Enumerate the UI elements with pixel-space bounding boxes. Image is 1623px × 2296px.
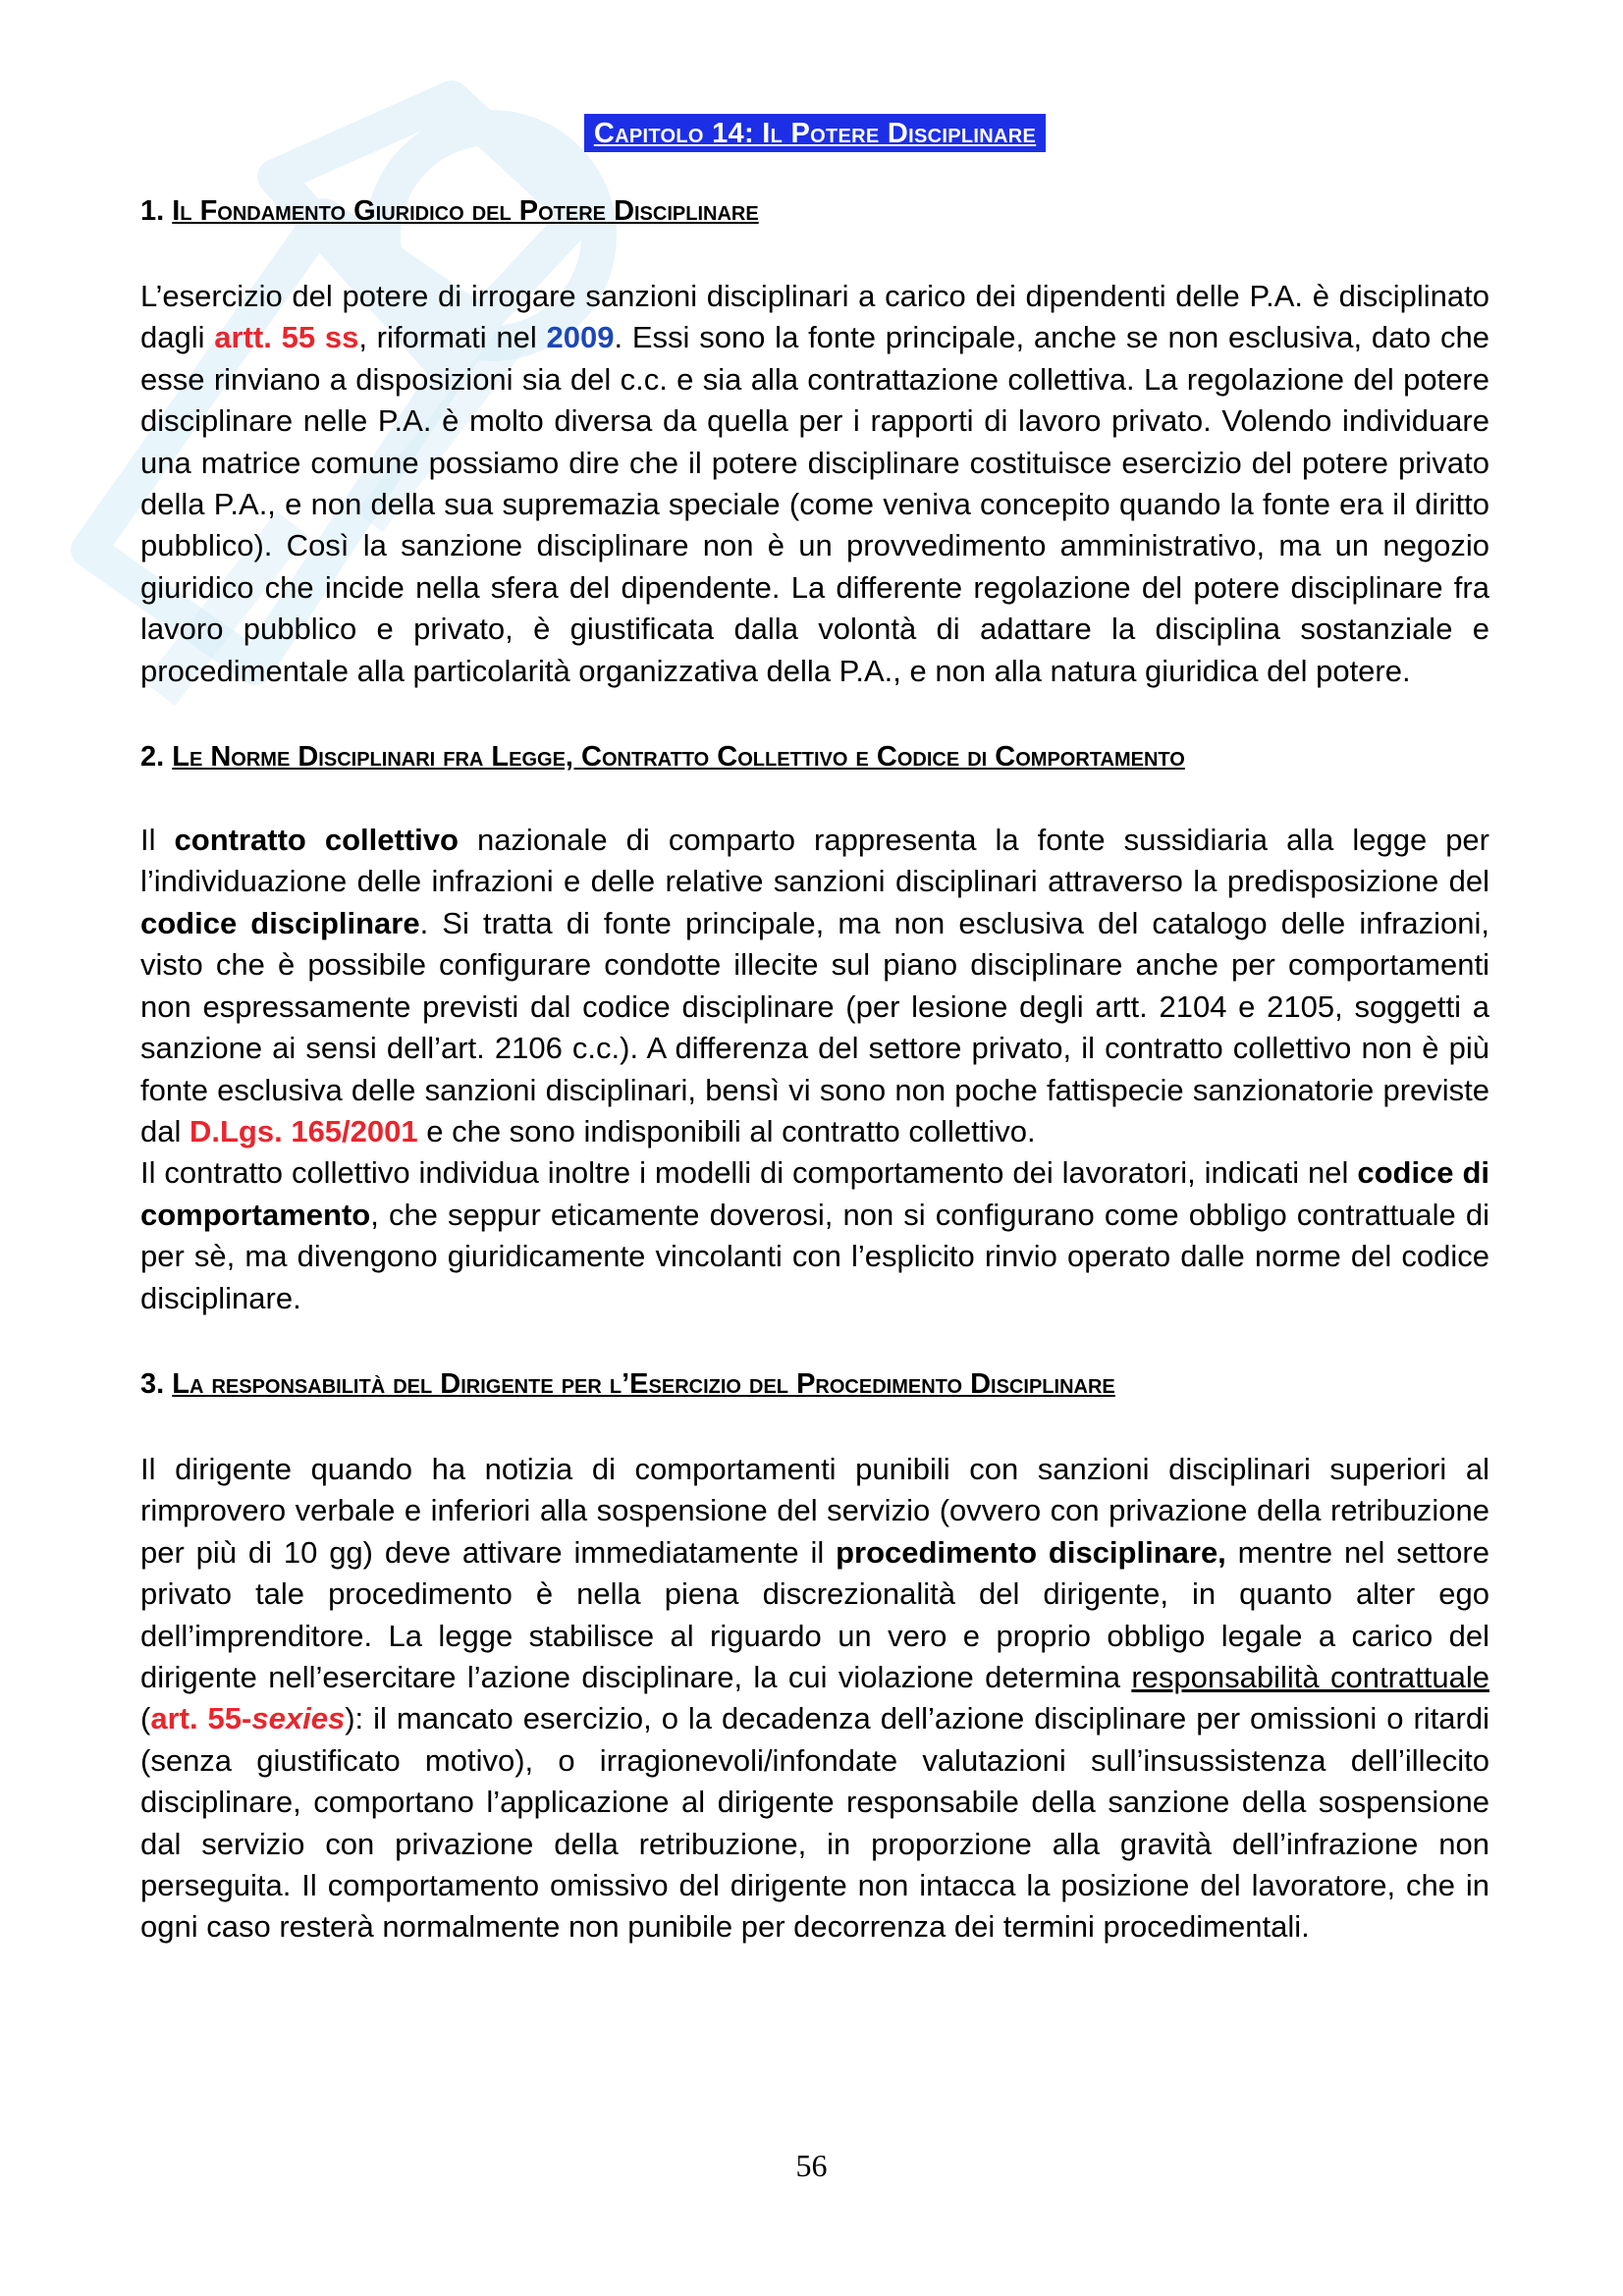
text-run: , che seppur eticamente doverosi, non si configurano come obbligo contrattuale di per sè, ma divengono giuridicamente vincolanti con l’esplicito rinvio operato dalle norme del codice disciplinare. — [140, 1197, 1489, 1315]
chapter-label: Capitolo 14 — [593, 118, 744, 149]
reference-dlgs-165-2001: D.Lgs. 165/2001 — [189, 1113, 418, 1148]
section-1-heading — [140, 191, 1489, 231]
section-3-paragraph — [140, 1449, 1489, 1949]
section-1-title: Il Fondamento Giuridico del Potere Disciplinare — [172, 195, 759, 227]
section-1-number: 1. — [140, 195, 165, 227]
section-2-number: 2. — [140, 741, 165, 774]
section-2-title: Le Norme Disciplinari fra Legge, Contratto Collettivo e Codice di Comportamento — [172, 741, 1185, 774]
section-3 — [140, 1364, 1489, 1949]
text-run: nazionale di comparto rappresenta la fonte sussidiaria alla legge per l’individuazione delle infrazioni e delle relative sanzioni disciplinari attraverso la predisposizione del — [140, 823, 1489, 899]
section-1 — [140, 191, 1489, 692]
section-2-heading — [140, 737, 1489, 776]
bold-codice-di-comportamento: codice di comportamento — [140, 1155, 1489, 1232]
section-2 — [140, 737, 1489, 1319]
chapter-title: Il Potere Disciplinare — [762, 118, 1037, 149]
chapter-heading — [140, 114, 1489, 152]
reference-artt-55: artt. 55 ss — [214, 320, 359, 355]
page-number: 56 — [795, 2148, 828, 2183]
bold-contratto-collettivo: contratto collettivo — [174, 823, 459, 858]
text-run: Il dirigente quando ha notizia di comportamenti punibili con sanzioni disciplinari superiori al rimprovero verbale e inferiori alla sospensione del servizio (ovvero con privazione della retribuzione per più di 10 gg) deve attivare immediatamente il — [140, 1451, 1489, 1570]
text-run: , riformati nel — [358, 320, 547, 355]
section-3-heading — [140, 1364, 1489, 1404]
underline-responsabilita-contrattuale: responsabilità contrattuale — [1131, 1659, 1489, 1694]
text-run: e che sono indisponibili al contratto collettivo. — [417, 1113, 1036, 1148]
section-2-paragraph-1 — [140, 820, 1489, 1152]
section-3-number: 3. — [140, 1367, 165, 1400]
reference-art-55: art. 55- — [150, 1701, 252, 1736]
bold-procedimento-disciplinare: procedimento disciplinare, — [836, 1534, 1226, 1570]
text-run: Il — [140, 823, 175, 858]
text-run: mentre nel settore privato tale procedimento è nella piena discrezionalità del dirigente, in quanto alter ego dell’imprenditore. La legge stabilisce al riguardo un vero e proprio obbligo legale a carico del dirigente nell’esercitare l’azione disciplinare, la cui violazione determina — [140, 1534, 1489, 1694]
text-run: . Si tratta di fonte principale, ma non esclusiva del catalogo delle infrazioni, visto che è possibile configurare condotte illecite sul piano disciplinare anche per comportamenti non espressamente previsti dal codice disciplinare (per lesione degli artt. 2104 e 2105, soggetti a sanzione ai sensi dell’art. 2106 c.c.). A differenza del settore privato, il contratto collettivo non è più fonte esclusiva delle sanzioni disciplinari, bensì vi sono non poche fattispecie sanzionatorie previste dal — [140, 905, 1489, 1148]
text-run: ( — [140, 1701, 151, 1736]
reference-sexies: sexies — [251, 1701, 346, 1736]
section-3-title: La responsabilità del Dirigente per l’Esercizio del Procedimento Disciplinare — [172, 1367, 1115, 1400]
year-2009: 2009 — [546, 320, 615, 355]
section-1-paragraph — [140, 276, 1489, 692]
text-run: L’esercizio del potere di irrogare sanzioni disciplinari a carico dei dipendenti delle P.A. è disciplinato dagli — [140, 279, 1489, 355]
chapter-title-box: Capitolo 14: Il Potere Disciplinare — [584, 114, 1046, 152]
document-page — [140, 108, 1489, 1994]
text-run: ): il mancato esercizio, o la decadenza dell’azione disciplinare per omissioni o ritardi (senza giustificato motivo), o irragionevoli/infondate valutazioni sull’insussistenza dell’illecito disciplinare, comportano l’applicazione al dirigente responsabile della sanzione della sospensione dal servizio con privazione della retribuzione, in proporzione alla gravità dell’infrazione non perseguita. Il comportamento omissivo del dirigente non intacca la posizione del lavoratore, che in ogni caso resterà normalmente non punibile per decorrenza dei termini procedimentali. — [140, 1701, 1489, 1945]
text-run: . Essi sono la fonte principale, anche se non esclusiva, dato che esse rinviano a disposizioni sia del c.c. e sia alla contrattazione collettiva. La regolazione del potere disciplinare nelle P.A. è molto diversa da quella per i rapporti di lavoro privato. Volendo individuare una matrice comune possiamo dire che il potere disciplinare costituisce esercizio del potere privato della P.A., e non della sua supremazia speciale (come veniva concepito quando la fonte era il diritto pubblico). Così la sanzione disciplinare non è un provvedimento amministrativo, ma un negozio giuridico che incide nella sfera del dipendente. La differente regolazione del potere disciplinare fra lavoro pubblico e privato, è giustificata dalla volontà di adattare la disciplina sostanziale e procedimentale alla particolarità organizzativa della P.A., e non alla natura giuridica del potere. — [140, 320, 1489, 688]
text-run: Il contratto collettivo individua inoltre i modelli di comportamento dei lavoratori, indicati nel — [140, 1155, 1358, 1191]
bold-codice-disciplinare: codice disciplinare — [140, 905, 420, 940]
section-2-paragraph-2 — [140, 1152, 1489, 1319]
